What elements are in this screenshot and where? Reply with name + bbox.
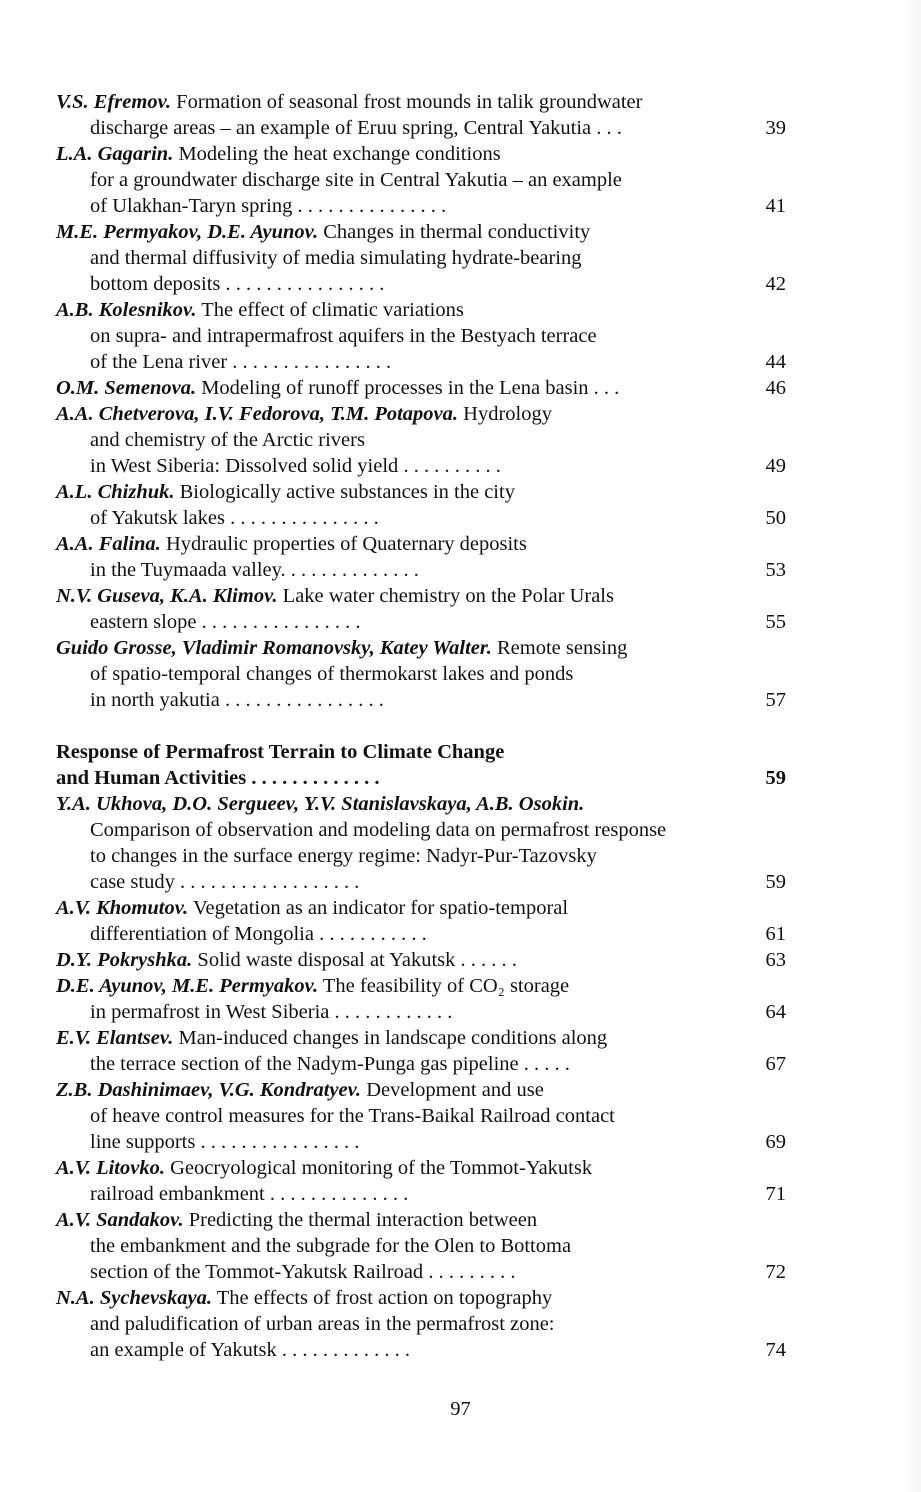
- entry-title-text: Lake water chemistry on the Polar Urals: [282, 585, 614, 607]
- section-title-line: [56, 765, 786, 791]
- entry-title-text: of Yakutsk lakes: [90, 507, 225, 529]
- entry-page-number: 49: [765, 455, 786, 477]
- toc-entries-group: [56, 791, 786, 1363]
- toc-entry: [56, 973, 786, 1025]
- toc-entry-line: [56, 1155, 786, 1181]
- entry-page-number: 55: [765, 611, 786, 633]
- entry-title-text: Formation of seasonal frost mounds in talik groundwater: [176, 91, 643, 113]
- toc-entry: [56, 895, 786, 947]
- entry-title-text: The effects of frost action on topography: [216, 1287, 553, 1309]
- entry-page-number: 64: [765, 1001, 786, 1023]
- toc-entry: [56, 1155, 786, 1207]
- entry-page-number: 50: [765, 507, 786, 529]
- section-heading: [56, 739, 786, 791]
- toc-entry-line: [56, 1051, 786, 1077]
- entry-authors: Guido Grosse, Vladimir Romanovsky, Katey Walter.: [56, 637, 492, 659]
- dot-leader: . . . . .: [523, 1053, 570, 1075]
- toc-entry-line: [56, 193, 786, 219]
- dot-leader: . . .: [596, 117, 622, 139]
- toc-entry-line: [56, 1285, 786, 1311]
- entry-title-text: Modeling of runoff processes in the Lena basin: [201, 377, 589, 399]
- entry-authors: A.V. Sandakov.: [56, 1209, 184, 1231]
- toc-entry-line: [56, 609, 786, 635]
- entry-title-text: of the Lena river: [90, 351, 228, 373]
- section-title-line: [56, 739, 786, 765]
- table-of-contents: [56, 89, 786, 1363]
- toc-entry-line: [56, 141, 786, 167]
- entry-authors: A.L. Chizhuk.: [56, 481, 175, 503]
- entry-title-text: Modeling the heat exchange conditions: [178, 143, 501, 165]
- section-page-number: 59: [765, 767, 786, 789]
- toc-entry-line: [56, 635, 786, 661]
- entry-title-text: the terrace section of the Nadym-Punga gas pipeline: [90, 1053, 519, 1075]
- toc-entry-line: [56, 1337, 786, 1363]
- entry-title-text: and paludification of urban areas in the permafrost zone:: [90, 1313, 555, 1335]
- toc-entry-line: [56, 89, 786, 115]
- entry-title-text: of heave control measures for the Trans-Baikal Railroad contact: [90, 1105, 615, 1127]
- toc-entry-line: [56, 1181, 786, 1207]
- dot-leader: . . . . . . . . . . . . . .: [269, 1183, 409, 1205]
- entry-title-text: Hydraulic properties of Quaternary deposits: [165, 533, 527, 555]
- dot-leader: . . . . . . . . . . . . . . . .: [200, 1131, 360, 1153]
- entry-title-text: in West Siberia: Dissolved solid yield: [90, 455, 399, 477]
- entry-page-number: 67: [765, 1053, 786, 1075]
- toc-entry-line: [56, 297, 786, 323]
- toc-entry-line: [56, 479, 786, 505]
- entry-title-text: of Ulakhan-Taryn spring: [90, 195, 293, 217]
- entry-title-text: line supports: [90, 1131, 196, 1153]
- entry-title-text: bottom deposits: [90, 273, 221, 295]
- entry-page-number: 71: [765, 1183, 786, 1205]
- dot-leader: . . . . . . . . . . . .: [334, 1001, 453, 1023]
- toc-entry-line: [56, 817, 786, 843]
- dot-leader: . . . . . . . . . . . . .: [290, 559, 419, 581]
- entry-title-text: Geocryological monitoring of the Tommot-Yakutsk: [170, 1157, 593, 1179]
- section-title-line2: and Human Activities: [56, 767, 247, 789]
- dot-leader: . . . . . . . . . . . . . . . .: [232, 351, 392, 373]
- toc-entry-line: [56, 1233, 786, 1259]
- entry-title-text: Development and use: [366, 1079, 544, 1101]
- toc-entry-line: [56, 791, 786, 817]
- entry-title-text: differentiation of Mongolia: [90, 923, 314, 945]
- toc-entry-line: [56, 427, 786, 453]
- toc-entry-line: [56, 973, 786, 999]
- entry-authors: A.A. Falina.: [56, 533, 161, 555]
- toc-entry: [56, 401, 786, 479]
- toc-entry-line: [56, 375, 786, 401]
- entry-title-text: section of the Tommot-Yakutsk Railroad: [90, 1261, 424, 1283]
- entry-title-text: railroad embankment: [90, 1183, 265, 1205]
- entry-page-number: 72: [765, 1261, 786, 1283]
- toc-entry: [56, 635, 786, 713]
- entry-page-number: 53: [765, 559, 786, 581]
- entry-title-text: Predicting the thermal interaction between: [188, 1209, 538, 1231]
- toc-entry: [56, 141, 786, 219]
- dot-leader: . . . . . . . . . . . . . . .: [297, 195, 447, 217]
- entry-page-number: 61: [765, 923, 786, 945]
- dot-leader: . . . . . . . . . . . . . . . . . .: [179, 871, 360, 893]
- toc-entry: [56, 1077, 786, 1155]
- toc-entry-line: [56, 167, 786, 193]
- entry-authors: A.V. Litovko.: [56, 1157, 165, 1179]
- toc-entry-line: [56, 401, 786, 427]
- toc-entry-line: [56, 687, 786, 713]
- toc-entry-line: [56, 453, 786, 479]
- toc-entry-line: [56, 1025, 786, 1051]
- entry-title-text: discharge areas – an example of Eruu spring, Central Yakutia: [90, 117, 592, 139]
- toc-entry-line: [56, 557, 786, 583]
- entry-title-text: The feasibility of CO₂ storage: [322, 975, 570, 997]
- toc-entry-line: [56, 1129, 786, 1155]
- entry-title-text: and chemistry of the Arctic rivers: [90, 429, 365, 451]
- entry-title-text: of spatio-temporal changes of thermokarst lakes and ponds: [90, 663, 574, 685]
- entry-authors: N.V. Guseva, K.A. Klimov.: [56, 585, 278, 607]
- toc-entry: [56, 479, 786, 531]
- toc-entry-line: [56, 843, 786, 869]
- toc-entry-line: [56, 505, 786, 531]
- section-title-line1: Response of Permafrost Terrain to Climate Change: [56, 741, 505, 763]
- toc-entry: [56, 1285, 786, 1363]
- entry-authors: Z.B. Dashinimaev, V.G. Kondratyev.: [56, 1079, 362, 1101]
- entry-page-number: 63: [765, 949, 786, 971]
- dot-leader: . . . . . . . . . . . . .: [281, 1339, 411, 1361]
- entry-title-text: eastern slope: [90, 611, 197, 633]
- toc-entry: [56, 947, 786, 973]
- toc-entry-line: [56, 661, 786, 687]
- entry-page-number: 69: [765, 1131, 786, 1153]
- entry-title-text: Remote sensing: [496, 637, 628, 659]
- dot-leader: . . . . . . . . . . . . . . . .: [225, 273, 385, 295]
- entry-page-number: 41: [765, 195, 786, 217]
- toc-entry-line: [56, 219, 786, 245]
- dot-leader: . . . . . . . . .: [428, 1261, 516, 1283]
- toc-entry-line: [56, 271, 786, 297]
- toc-entry-line: [56, 531, 786, 557]
- toc-entry: [56, 1025, 786, 1077]
- entry-authors: E.V. Elantsev.: [56, 1027, 174, 1049]
- entry-authors: M.E. Permyakov, D.E. Ayunov.: [56, 221, 319, 243]
- entry-title-text: The effect of climatic variations: [201, 299, 464, 321]
- entry-title-text: Hydrology: [463, 403, 552, 425]
- entry-authors: Y.A. Ukhova, D.O. Sergueev, Y.V. Stanislavskaya, A.B. Osokin.: [56, 793, 585, 815]
- toc-entry-line: [56, 921, 786, 947]
- toc-entry-line: [56, 1259, 786, 1285]
- toc-entry: [56, 583, 786, 635]
- entry-title-text: in the Tuymaada valley.: [90, 559, 286, 581]
- toc-entry: [56, 1207, 786, 1285]
- entry-page-number: 46: [765, 377, 786, 399]
- dot-leader: . . . . . . . . . .: [403, 455, 501, 477]
- toc-entry-line: [56, 895, 786, 921]
- dot-leader: . . . . . . . . . . . . . . . .: [201, 611, 361, 633]
- entry-title-text: and thermal diffusivity of media simulating hydrate-bearing: [90, 247, 582, 269]
- entry-authors: A.A. Chetverova, I.V. Fedorova, T.M. Potapova.: [56, 403, 459, 425]
- toc-entry: [56, 375, 786, 401]
- entry-authors: D.E. Ayunov, M.E. Permyakov.: [56, 975, 319, 997]
- toc-entry-line: [56, 1103, 786, 1129]
- entry-title-text: in permafrost in West Siberia: [90, 1001, 330, 1023]
- entry-page-number: 59: [765, 871, 786, 893]
- toc-entry: [56, 791, 786, 895]
- dot-leader: . . . . . . . . . . . . . . . .: [224, 689, 384, 711]
- entry-title-text: to changes in the surface energy regime: Nadyr-Pur-Tazovsky: [90, 845, 597, 867]
- toc-entry-line: [56, 583, 786, 609]
- toc-entry-line: [56, 999, 786, 1025]
- entry-authors: D.Y. Pokryshka.: [56, 949, 193, 971]
- entry-page-number: 44: [765, 351, 786, 373]
- page-footer: [0, 1398, 921, 1421]
- toc-entry: [56, 531, 786, 583]
- entry-title-text: on supra- and intrapermafrost aquifers in the Bestyach terrace: [90, 325, 597, 347]
- entry-page-number: 42: [765, 273, 786, 295]
- entry-authors: A.B. Kolesnikov.: [56, 299, 197, 321]
- toc-entry-line: [56, 869, 786, 895]
- toc-entry-line: [56, 947, 786, 973]
- entry-authors: A.V. Khomutov.: [56, 897, 189, 919]
- toc-entry-line: [56, 1207, 786, 1233]
- entry-title-text: Biologically active substances in the city: [179, 481, 515, 503]
- entry-title-text: Solid waste disposal at Yakutsk: [197, 949, 456, 971]
- entry-title-text: Man-induced changes in landscape conditions along: [178, 1027, 608, 1049]
- toc-entry: [56, 297, 786, 375]
- toc-entry: [56, 89, 786, 141]
- toc-entry-line: [56, 323, 786, 349]
- entry-authors: N.A. Sychevskaya.: [56, 1287, 213, 1309]
- toc-entry-line: [56, 245, 786, 271]
- page-number: 97: [450, 1398, 471, 1420]
- toc-entry-line: [56, 115, 786, 141]
- dot-leader: . . . . . .: [460, 949, 517, 971]
- entry-title-text: Changes in thermal conductivity: [323, 221, 591, 243]
- entry-title-text: an example of Yakutsk: [90, 1339, 277, 1361]
- entry-title-text: Comparison of observation and modeling data on permafrost response: [90, 819, 667, 841]
- entry-title-text: in north yakutia: [90, 689, 220, 711]
- toc-entries-group: [56, 89, 786, 713]
- entry-title-text: the embankment and the subgrade for the Olen to Bottoma: [90, 1235, 572, 1257]
- entry-page-number: 57: [765, 689, 786, 711]
- toc-entry: [56, 219, 786, 297]
- entry-title-text: case study: [90, 871, 175, 893]
- entry-authors: V.S. Efremov.: [56, 91, 172, 113]
- entry-page-number: 39: [765, 117, 786, 139]
- entry-page-number: 74: [765, 1339, 786, 1361]
- dot-leader: . . . . . . . . . . . . .: [251, 767, 380, 789]
- toc-entry-line: [56, 349, 786, 375]
- entry-authors: O.M. Semenova.: [56, 377, 197, 399]
- entry-authors: L.A. Gagarin.: [56, 143, 174, 165]
- dot-leader: . . .: [593, 377, 620, 399]
- toc-entry-line: [56, 1311, 786, 1337]
- dot-leader: . . . . . . . . . . . . . . .: [230, 507, 379, 529]
- dot-leader: . . . . . . . . . . .: [319, 923, 427, 945]
- entry-title-text: Vegetation as an indicator for spatio-temporal: [192, 897, 569, 919]
- toc-entry-line: [56, 1077, 786, 1103]
- entry-title-text: for a groundwater discharge site in Central Yakutia – an example: [90, 169, 622, 191]
